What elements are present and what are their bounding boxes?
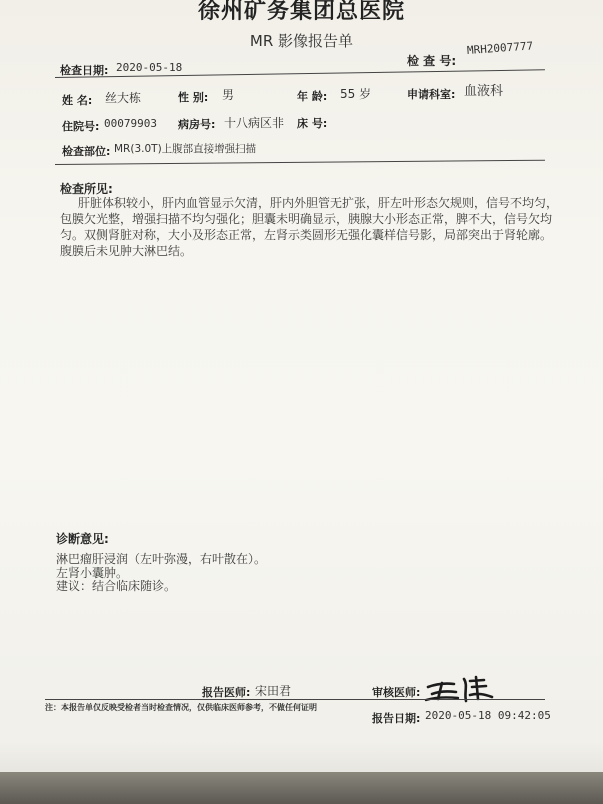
report-title: MR 影像报告单 [249,32,354,50]
dept-label: 申请科室: [407,88,456,101]
name-label: 姓 名: [62,94,93,107]
exam-date-value: 2020-05-18 [116,61,183,74]
doctor-label: 报告医师: [202,686,251,699]
age-value: 55 岁 [340,87,372,101]
findings-paragraph: 肝脏体积较小，肝内血管显示欠清，肝内外胆管无扩张，肝左叶形态欠规则，信号不均匀，包膜欠光整，增强扫描不均匀强化；胆囊未明确显示，胰腺大小形态正常，脾不大，信号欠均匀。双侧肾脏对称，大小及形态正常，左肾示类圆形无强化囊样信号影，局部突出于肾轮廓。腹膜后未见肿大淋巴结。 [60,196,559,258]
ward-value: 十八病区非 [224,116,285,130]
reviewer-label: 审核医师: [372,686,421,699]
footer-note: 注：本报告单仅反映受检者当时检查情况，仅供临床医师参考，不做任何证明 [45,703,317,712]
dept-value: 血液科 [464,84,504,99]
age-label: 年 龄: [297,90,328,103]
sex-value: 男 [222,88,235,102]
info-rule [55,160,545,165]
inpatient-label: 住院号: [62,120,100,133]
exam-date-label: 检查日期: [60,64,109,77]
footer-rule [45,699,545,700]
exam-no-label: 检 查 号: [407,54,457,68]
report-date-value: 2020-05-18 09:42:05 [425,709,551,722]
exam-part-value: MR(3.0T)上腹部直接增强扫描 [114,143,257,155]
reviewer-signature [424,673,496,705]
sex-label: 性 别: [178,91,209,104]
exam-part-label: 检查部位: [62,145,111,158]
findings-text [60,195,560,259]
diagnosis-label: 诊断意见: [56,532,109,546]
name-value: 丝大栋 [105,91,142,105]
diagnosis-line-1: 淋巴瘤肝浸润（左叶弥漫，右叶散在）。 [56,552,267,566]
exam-no-value: MRH2007777 [466,39,534,57]
bed-label: 床 号: [297,117,328,130]
diagnosis-line-2: 左肾小囊肿。 [56,566,129,580]
report-date-label: 报告日期: [372,712,421,725]
hospital-name: 徐州矿务集团总医院 [197,0,405,24]
inpatient-value: 00079903 [104,117,157,130]
table-surface [0,772,603,804]
findings-label: 检查所见: [60,182,113,196]
diagnosis-line-3: 建议：结合临床随诊。 [56,579,177,593]
ward-label: 病房号: [178,118,216,131]
doctor-name: 宋田君 [255,684,292,698]
